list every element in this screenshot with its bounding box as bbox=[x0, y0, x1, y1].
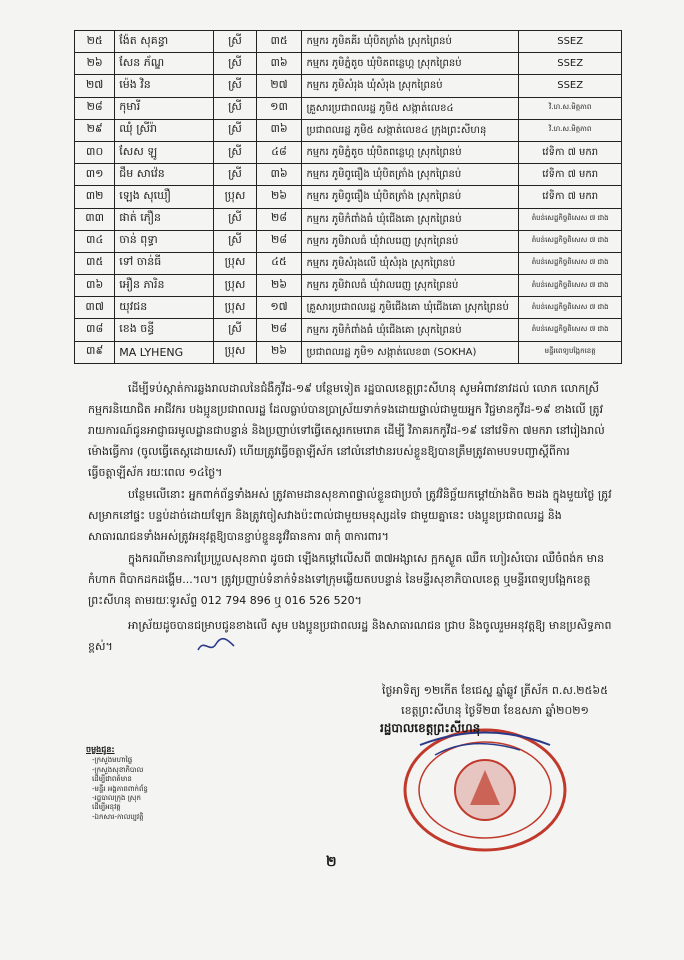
row-address: កម្មករ ភូមិកំពាំងធំ ឃុំជើងគោ ស្រុកព្រៃនប់ bbox=[302, 208, 519, 230]
row-name: ង៉ែត សុគន្ធា bbox=[115, 31, 214, 53]
row-address: កម្មករ ភូមិភ្នំតូច ឃុំបិតពន្លេហ្គ ស្រុកព្រៃនប់ bbox=[302, 141, 519, 163]
row-name: យុវជន bbox=[115, 297, 214, 319]
row-number: ២៩ bbox=[75, 119, 115, 141]
row-number: ៣២ bbox=[75, 186, 115, 208]
row-sex: ស្រី bbox=[214, 119, 256, 141]
table-row bbox=[75, 141, 622, 163]
paragraph-closing: អាស្រ័យដូចបានជម្រាបជូនខាងលើ សូម បងប្អូនប្រជាពលរដ្ឋ និងសាធារណជន ជ្រាប និងចូលរួមអនុវត្តឱ្យ មានប្រសិទ្ធភាពខ្ពស់។ bbox=[88, 619, 612, 653]
row-age: ២៨ bbox=[256, 319, 302, 341]
row-name: អឿន ភារិន bbox=[115, 275, 214, 297]
row-age: ១៧ bbox=[256, 297, 302, 319]
row-name: ចាន់ ពុទ្ធា bbox=[115, 230, 214, 252]
row-workplace: តំបន់សេដ្ឋកិច្ចពិសេស ៧ ជាង bbox=[519, 297, 622, 319]
row-name: ឡេង សុឃឿ bbox=[115, 186, 214, 208]
row-sex: ស្រី bbox=[214, 141, 256, 163]
row-workplace: វេទិកា ៧ មករា bbox=[519, 186, 622, 208]
row-name: ជឹម សាវ៉េន bbox=[115, 164, 214, 186]
row-number: ៣៥ bbox=[75, 252, 115, 274]
row-address: កម្មករ ភូមិវាលធំ ឃុំវាលរេញ ស្រុកព្រៃនប់ bbox=[302, 230, 519, 252]
row-workplace: SSEZ bbox=[519, 53, 622, 75]
row-workplace: តំបន់សេដ្ឋកិច្ចពិសេស ៧ ជាង bbox=[519, 252, 622, 274]
row-number: ៣៨ bbox=[75, 319, 115, 341]
table-row bbox=[75, 31, 622, 53]
signing-authority: រដ្ឋបាលខេត្តព្រះសីហនុ bbox=[380, 721, 481, 735]
row-sex: ស្រី bbox=[214, 230, 256, 252]
paragraph-symptoms: ក្នុងករណីមានការប្រែប្រួលសុខភាព ដូចជា ឡើងកម្ដៅលើសពី ៣៧អង្សាសេ ក្អកស្ងួត ឈឺក ហៀរសំបោរ ឈឺចំពង់ក មានកំហាក ពិបាកដកដង្ហើម...។ល។ ត្រូវប្រញាប់ទំនាក់ទំនងទៅក្រុមឆ្លើយតបបន្ទាន់ នៃមន្ទីរសុខាភិបាលខេត្ត ឬមន្ទីរពេទ្យបង្អែកខេត្តព្រះសីហនុ តាមរយៈទូរស័ព្ទ 012 794 896 ឬ 016 526 520។ bbox=[88, 552, 605, 607]
row-address: កម្មករ ភូមិសំរុង ឃុំសំរុង ស្រុកព្រៃនប់ bbox=[302, 75, 519, 97]
row-sex: ប្រុស bbox=[214, 341, 256, 363]
solar-date: ខេត្តព្រះសីហនុ ថ្ងៃទី២៣ ខែឧសភា ឆ្នាំ២០២១ bbox=[401, 704, 589, 717]
row-sex: ប្រុស bbox=[214, 186, 256, 208]
row-workplace: SSEZ bbox=[519, 75, 622, 97]
row-number: ២៧ bbox=[75, 75, 115, 97]
table-row bbox=[75, 53, 622, 75]
row-address: គ្រួសារប្រជាពលរដ្ឋ ភូមិ៥ សង្កាត់លេខ៤ bbox=[302, 97, 519, 119]
cc-item: ដើម្បីជាពត៌មាន bbox=[92, 775, 132, 784]
row-age: ២៦ bbox=[256, 341, 302, 363]
handwritten-mark bbox=[196, 636, 236, 656]
row-number: ២៨ bbox=[75, 97, 115, 119]
row-age: ៣៦ bbox=[256, 53, 302, 75]
row-sex: ស្រី bbox=[214, 31, 256, 53]
row-number: ២៦ bbox=[75, 53, 115, 75]
row-name: ផាត់ ភឿន bbox=[115, 208, 214, 230]
row-sex: ស្រី bbox=[214, 319, 256, 341]
row-age: ២៦ bbox=[256, 186, 302, 208]
row-address: កម្មករ ភូមិវាលធំ ឃុំវាលរេញ ស្រុកព្រៃនប់ bbox=[302, 275, 519, 297]
row-sex: ស្រី bbox=[214, 97, 256, 119]
row-number: ២៥ bbox=[75, 31, 115, 53]
row-workplace: តំបន់សេដ្ឋកិច្ចពិសេស ៧ ជាង bbox=[519, 230, 622, 252]
row-workplace: វិ.ហ.ស.មិត្តភាព bbox=[519, 119, 622, 141]
row-name: ម៉េង វិន bbox=[115, 75, 214, 97]
row-age: ៣៥ bbox=[256, 31, 302, 53]
table-row bbox=[75, 319, 622, 341]
row-workplace: វេទិកា ៧ មករា bbox=[519, 164, 622, 186]
row-sex: ស្រី bbox=[214, 53, 256, 75]
row-sex: ប្រុស bbox=[214, 275, 256, 297]
table-row bbox=[75, 164, 622, 186]
row-workplace: តំបន់សេដ្ឋកិច្ចពិសេស ៧ ជាង bbox=[519, 208, 622, 230]
table-row bbox=[75, 97, 622, 119]
row-address: កម្មករ ភូមិសំរុងលើ ឃុំសំរុង ស្រុកព្រៃនប់ bbox=[302, 252, 519, 274]
cc-item: ដើម្បីអនុវត្ត bbox=[92, 803, 121, 812]
row-address: កម្មករ ភូមិគគីរ ឃុំបិតត្រាំង ស្រុកព្រៃនប់ bbox=[302, 31, 519, 53]
row-number: ៣៤ bbox=[75, 230, 115, 252]
paragraph-monitoring: បន្ថែមលើនោះ អ្នកពាក់ព័ន្ធទាំងអស់ ត្រូវតាមដានសុខភាពផ្ទាល់ខ្លួនជាប្រចាំ ត្រូវវិនិច្ឆ័យកម្ដៅយ៉ាងតិច ២ដង ក្នុងមួយថ្ងៃ ត្រូវសម្រាកនៅផ្ទះ បន្ទប់ដាច់ដោយឡែក និងត្រូវចៀសវាងប៉ះពាល់ជាមួយមនុស្សដទៃ ជាមួយគ្នានេះ បងប្អូនប្រជាពលរដ្ឋ និង សាធារណជនទាំងអស់ត្រូវអនុវត្តឱ្យបានខ្ជាប់ខ្ជួននូវវិធានការ ៣កុំ ៣ការពារ។ bbox=[88, 488, 612, 543]
row-address: កម្មករ ភូមិពូធឿង ឃុំបិតត្រាំង ស្រុកព្រៃនប់ bbox=[302, 164, 519, 186]
table-row bbox=[75, 341, 622, 363]
table-row bbox=[75, 297, 622, 319]
cc-item: -មន្ទីរ អង្គភាពពាក់ព័ន្ធ bbox=[92, 784, 148, 793]
row-sex: ស្រី bbox=[214, 75, 256, 97]
row-name: កុមារី bbox=[115, 97, 214, 119]
official-seal-icon bbox=[400, 725, 570, 855]
row-age: ២៨ bbox=[256, 208, 302, 230]
row-address: កម្មករ ភូមិភ្នំតូច ឃុំបិតពន្លេហ្គ ស្រុកព្រៃនប់ bbox=[302, 53, 519, 75]
row-age: ២៧ bbox=[256, 75, 302, 97]
cc-item: -ក្រសួងសុខាភិបាល bbox=[92, 765, 144, 774]
page-number: ២ bbox=[326, 854, 337, 870]
table-row bbox=[75, 230, 622, 252]
row-number: ៣៩ bbox=[75, 341, 115, 363]
table-row bbox=[75, 208, 622, 230]
row-number: ៣៣ bbox=[75, 208, 115, 230]
row-number: ៣១ bbox=[75, 164, 115, 186]
cc-item: -ក្រសួងមហាផ្ទៃ bbox=[92, 756, 133, 765]
row-age: ២៨ bbox=[256, 230, 302, 252]
row-sex: ស្រី bbox=[214, 208, 256, 230]
table-row bbox=[75, 119, 622, 141]
row-age: ៤៥ bbox=[256, 252, 302, 274]
row-sex: ស្រី bbox=[214, 164, 256, 186]
row-age: ៣៦ bbox=[256, 119, 302, 141]
row-age: ៤៨ bbox=[256, 141, 302, 163]
row-address: កម្មករ ភូមិពូធឿង ឃុំបិតត្រាំង ស្រុកព្រៃនប់ bbox=[302, 186, 519, 208]
cc-item: -រដ្ឋបាលក្រុង ស្រុក bbox=[92, 794, 141, 803]
row-workplace: SSEZ bbox=[519, 31, 622, 53]
row-address: កម្មករ ភូមិកំពាំងធំ ឃុំជើងគោ ស្រុកព្រៃនប់ bbox=[302, 319, 519, 341]
row-workplace: តំបន់សេដ្ឋកិច្ចពិសេស ៧ ជាង bbox=[519, 275, 622, 297]
table-row bbox=[75, 275, 622, 297]
row-workplace: មន្ទីរពេទ្យបង្អែកខេត្ត bbox=[519, 341, 622, 363]
row-name: ខេង ចន្ធី bbox=[115, 319, 214, 341]
row-workplace: វិ.ហ.ស.មិត្តភាព bbox=[519, 97, 622, 119]
cc-item: -ឯកសារ-កាលប្បវត្តិ bbox=[92, 812, 144, 821]
row-number: ៣៧ bbox=[75, 297, 115, 319]
row-name: សែស ឡូ bbox=[115, 141, 214, 163]
row-address: គ្រួសារប្រជាពលរដ្ឋ ភូមិជើងគោ ឃុំជើងគោ ស្រុកព្រៃនប់ bbox=[302, 297, 519, 319]
table-row bbox=[75, 186, 622, 208]
row-address: ប្រជាពលរដ្ឋ ភូមិ៥ សង្កាត់លេខ៤ ក្រុងព្រះសីហនុ bbox=[302, 119, 519, 141]
row-name: ទៅ ចាន់ធី bbox=[115, 252, 214, 274]
row-sex: ប្រុស bbox=[214, 297, 256, 319]
paragraph-appeal: ដើម្បីទប់ស្កាត់ការឆ្លងរាលដាលនៃជំងឺកូវីដ-១៩ បន្ថែមទៀត រដ្ឋបាលខេត្តព្រះសីហនុ សូមអំពាវនាវដល់ លោក លោកស្រី កម្មករនិយោជិត អាជីវករ បងប្អូនប្រជាពលរដ្ឋ ដែលធ្លាប់បានប្រាស្រ័យទាក់ទងដោយផ្ទាល់ជាមួយអ្នក វិជ្ជមានកូវីដ-១៩ ខាងលើ ត្រូវរាយការណ៍ជូនអាជ្ញាធរមូលដ្ឋានជាបន្ទាន់ និងប្រញាប់ទៅធ្វើតេស្តរកមេរោគ ដើម្បី វិភាគរកកូវីដ-១៩ នៅវេទិកា ៧មករា នៅរៀងរាល់ម៉ោងធ្វើការ (ចូលធ្វើតេស្តដោយសេរី) ហើយត្រូវធ្វើចត្តាឡីស័ក នៅលំនៅឋានរបស់ខ្លួនឱ្យបានត្រឹមត្រូវតាមបទបញ្ជាស្ដីពីការធ្វើចត្តាឡីស័ក រយៈពេល ១៤ថ្ងៃ។ bbox=[88, 382, 605, 479]
row-name: ឈុំ ស្រីរ៉ា bbox=[115, 119, 214, 141]
lunar-date: ថ្ងៃអាទិត្យ ១២កើត ខែជេស្ឋ ឆ្នាំឆ្លូវ ត្រីស័ក ព.ស.២៥៦៥ bbox=[382, 684, 608, 697]
cases-table bbox=[74, 30, 622, 364]
row-number: ៣០ bbox=[75, 141, 115, 163]
row-age: ១៣ bbox=[256, 97, 302, 119]
table-row bbox=[75, 252, 622, 274]
row-address: ប្រជាពលរដ្ឋ ភូមិ១ សង្កាត់លេខ៣ (SOKHA) bbox=[302, 341, 519, 363]
cc-list bbox=[86, 745, 148, 822]
row-age: ៣៦ bbox=[256, 164, 302, 186]
row-number: ៣៦ bbox=[75, 275, 115, 297]
row-name: សែន ភ័ណ្ឌ bbox=[115, 53, 214, 75]
row-name: MA LYHENG bbox=[115, 341, 214, 363]
cc-title: ចម្លងជូន: bbox=[86, 745, 115, 754]
row-sex: ប្រុស bbox=[214, 252, 256, 274]
row-workplace: តំបន់សេដ្ឋកិច្ចពិសេស ៧ ជាង bbox=[519, 319, 622, 341]
row-workplace: វេទិកា ៧ មករា bbox=[519, 141, 622, 163]
row-age: ២៦ bbox=[256, 275, 302, 297]
table-row bbox=[75, 75, 622, 97]
